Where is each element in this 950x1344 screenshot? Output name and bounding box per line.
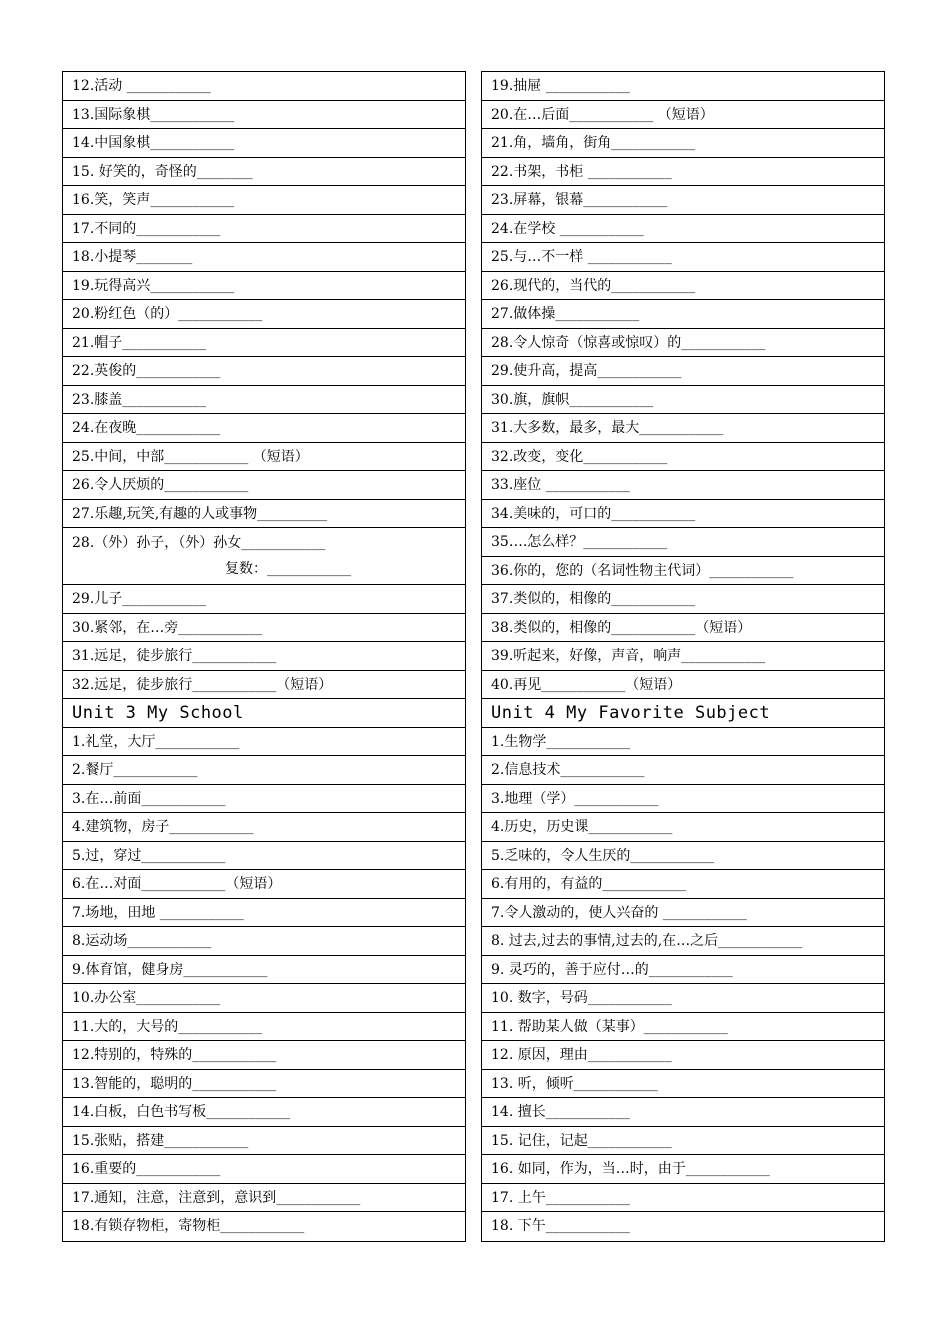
vocab-row: 14.中国象棋____________	[63, 129, 465, 158]
vocab-row: 37.类似的，相像的____________	[482, 585, 884, 614]
vocab-row: 6.在…对面____________（短语）	[63, 870, 465, 899]
vocab-row: 31.大多数，最多，最大____________	[482, 414, 884, 443]
vocab-row: 16. 如同，作为，当…时，由于____________	[482, 1155, 884, 1184]
vocab-row: 12. 原因，理由____________	[482, 1041, 884, 1070]
vocab-row: 10. 数字，号码____________	[482, 984, 884, 1013]
vocab-row: 16.笑，笑声____________	[63, 186, 465, 215]
vocab-row: 25.与…不一样 ____________	[482, 243, 884, 272]
vocab-row: 23.膝盖____________	[63, 386, 465, 415]
vocab-row: 1.生物学____________	[482, 728, 884, 757]
vocab-row: 26.现代的，当代的____________	[482, 272, 884, 301]
vocab-row: 12.特别的，特殊的____________	[63, 1041, 465, 1070]
vocab-row: 30.紧邻，在…旁____________	[63, 614, 465, 643]
vocab-row: 16.重要的____________	[63, 1155, 465, 1184]
vocab-row: 40.再见____________（短语）	[482, 671, 884, 700]
vocab-row: 13.智能的，聪明的____________	[63, 1070, 465, 1099]
vocab-row: 32.改变，变化____________	[482, 443, 884, 472]
vocab-row-line: 28.（外）孙子，（外）孙女____________	[72, 535, 326, 551]
vocab-row: 10.办公室____________	[63, 984, 465, 1013]
vocab-row: 18. 下午____________	[491, 1218, 630, 1234]
vocab-row: 21.帽子____________	[63, 329, 465, 358]
vocab-row: 29.儿子____________	[63, 585, 465, 614]
vocab-row: 15. 好笑的，奇怪的________	[63, 158, 465, 187]
vocab-row	[63, 528, 465, 585]
vocab-row: 20.在…后面____________ （短语）	[482, 101, 884, 130]
vocab-row: 24.在学校 ____________	[482, 215, 884, 244]
vocab-row: 36.你的，您的（名词性物主代词）____________	[482, 557, 884, 586]
vocab-row: 5.过，穿过____________	[63, 842, 465, 871]
vocab-row: 6.有用的，有益的____________	[482, 870, 884, 899]
vocab-row: 23.屏幕，银幕____________	[482, 186, 884, 215]
vocab-row: 22.书架，书柜 ____________	[482, 158, 884, 187]
right-vocabulary-column	[481, 71, 885, 1242]
vocab-row: 3.地理（学）____________	[482, 785, 884, 814]
vocab-row: 7.令人激动的，使人兴奋的 ____________	[482, 899, 884, 928]
vocab-row: 13. 听，倾听____________	[482, 1070, 884, 1099]
vocab-row: 4.历史，历史课____________	[482, 813, 884, 842]
vocab-row: 17. 上午____________	[482, 1184, 884, 1213]
vocab-row: 18.小提琴________	[63, 243, 465, 272]
unit-heading: Unit 4 My Favorite Subject	[482, 699, 884, 728]
vocab-row: 19.抽屉 ____________	[482, 72, 884, 101]
vocab-row: 17.不同的____________	[63, 215, 465, 244]
vocab-row: 9. 灵巧的，善于应付…的____________	[482, 956, 884, 985]
vocab-row: 33.座位 ____________	[482, 471, 884, 500]
vocab-row: 21.角，墙角，街角____________	[482, 129, 884, 158]
vocab-row: 26.令人厌烦的____________	[63, 471, 465, 500]
vocab-row: 25.中间，中部____________ （短语）	[63, 443, 465, 472]
vocab-row: 5.乏味的，令人生厌的____________	[482, 842, 884, 871]
vocab-row: 15.张贴，搭建____________	[63, 1127, 465, 1156]
vocab-row: 13.国际象棋____________	[63, 101, 465, 130]
vocab-row: 30.旗，旗帜____________	[482, 386, 884, 415]
vocab-row: 11. 帮助某人做（某事）____________	[482, 1013, 884, 1042]
vocab-row: 12.活动 ____________	[63, 72, 465, 101]
vocab-row: 3.在…前面____________	[63, 785, 465, 814]
vocab-row: 18.有锁存物柜，寄物柜____________	[72, 1218, 305, 1234]
vocab-row: 8. 过去,过去的事情,过去的,在…之后____________	[482, 927, 884, 956]
vocab-row: 38.类似的，相像的____________（短语）	[482, 614, 884, 643]
vocab-row: 11.大的，大号的____________	[63, 1013, 465, 1042]
vocab-row: 7.场地，田地 ____________	[63, 899, 465, 928]
vocab-row: 14.白板，白色书写板____________	[63, 1098, 465, 1127]
vocab-row: 35….怎么样？____________	[482, 528, 884, 557]
vocab-row: 9.体育馆，健身房____________	[63, 956, 465, 985]
vocab-row: 27.乐趣,玩笑,有趣的人或事物__________	[63, 500, 465, 529]
unit-heading: Unit 3 My School	[63, 699, 465, 728]
vocab-row: 19.玩得高兴____________	[63, 272, 465, 301]
vocab-row: 27.做体操____________	[482, 300, 884, 329]
left-vocabulary-column	[62, 71, 466, 1242]
vocab-row: 29.使升高，提高____________	[482, 357, 884, 386]
vocab-row: 39.听起来，好像，声音，响声____________	[482, 642, 884, 671]
vocab-row: 1.礼堂，大厅____________	[63, 728, 465, 757]
vocab-row: 28.令人惊奇（惊喜或惊叹）的____________	[482, 329, 884, 358]
vocab-row: 2.信息技术____________	[482, 756, 884, 785]
vocab-row: 20.粉红色（的）____________	[63, 300, 465, 329]
vocab-row: 34.美味的，可口的____________	[482, 500, 884, 529]
vocab-row: 15. 记住，记起____________	[482, 1127, 884, 1156]
vocab-row: 22.英俊的____________	[63, 357, 465, 386]
vocab-row: 17.通知，注意，注意到，意识到____________	[63, 1184, 465, 1213]
vocab-row: 14. 擅长____________	[482, 1098, 884, 1127]
vocab-row: 32.远足，徒步旅行____________（短语）	[63, 671, 465, 700]
vocab-row: 2.餐厅____________	[63, 756, 465, 785]
vocab-row: 31.远足，徒步旅行____________	[63, 642, 465, 671]
vocab-row: 4.建筑物，房子____________	[63, 813, 465, 842]
vocab-row-line: 复数：____________	[225, 561, 351, 577]
vocab-row: 8.运动场____________	[63, 927, 465, 956]
vocab-row: 24.在夜晚____________	[63, 414, 465, 443]
